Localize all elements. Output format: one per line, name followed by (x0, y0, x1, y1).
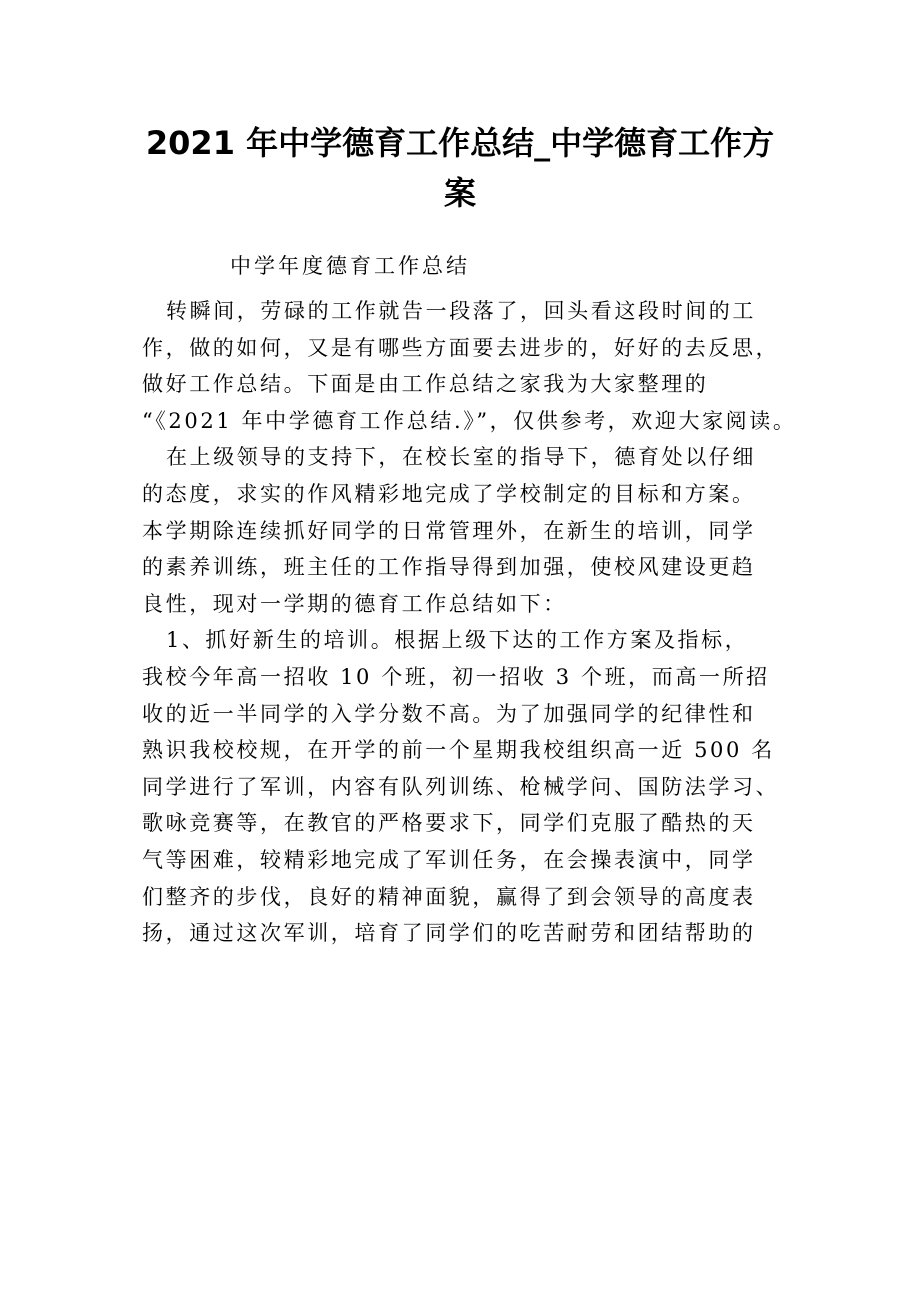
body-line: 扬，通过这次军训，培育了同学们的吃苦耐劳和团结帮助的 (142, 921, 756, 946)
body-line: 作，做的如何，又是有哪些方面要去进步的，好好的去反思， (142, 335, 780, 360)
body-line: 在上级领导的支持下，在校长室的指导下，德育处以仔细 (166, 445, 756, 470)
body-line: 熟识我校校规，在开学的前一个星期我校组织高一近 500 名 (142, 738, 775, 763)
title-line-2: 案 (443, 174, 476, 212)
body-text (142, 293, 797, 952)
body-line: 本学期除连续抓好同学的日常管理外，在新生的培训，同学 (142, 518, 756, 543)
body-line: 的素养训练，班主任的工作指导得到加强，使校风建设更趋 (142, 555, 756, 580)
body-line: “《2021 年中学德育工作总结.》”，仅供参考，欢迎大家阅读。 (142, 408, 797, 433)
body-line: 收的近一半同学的入学分数不高。为了加强同学的纪律性和 (142, 701, 756, 726)
body-line: 同学进行了军训，内容有队列训练、枪械学问、国防法学习、 (142, 774, 780, 799)
section-subtitle: 中学年度德育工作总结 (230, 254, 470, 278)
body-line: 1、抓好新生的培训。根据上级下达的工作方案及指标， (166, 628, 749, 653)
body-line: 的态度，求实的作风精彩地完成了学校制定的目标和方案。 (142, 481, 756, 506)
document-title (130, 118, 790, 218)
body-line: 做好工作总结。下面是由工作总结之家我为大家整理的 (142, 372, 709, 397)
title-line-1: 2021 年中学德育工作总结_中学德育工作方 (145, 124, 775, 162)
body-line: 良性，现对一学期的德育工作总结如下： (142, 591, 567, 616)
body-line: 气等困难，较精彩地完成了军训任务，在会操表演中，同学 (142, 847, 756, 872)
body-line: 歌咏竞赛等，在教官的严格要求下，同学们克服了酷热的天 (142, 811, 756, 836)
body-line: 转瞬间，劳碌的工作就告一段落了，回头看这段时间的工 (166, 299, 756, 323)
body-line: 我校今年高一招收 10 个班，初一招收 3 个班，而高一所招 (142, 664, 770, 689)
body-line: 们整齐的步伐，良好的精神面貌，赢得了到会领导的高度表 (142, 884, 756, 909)
